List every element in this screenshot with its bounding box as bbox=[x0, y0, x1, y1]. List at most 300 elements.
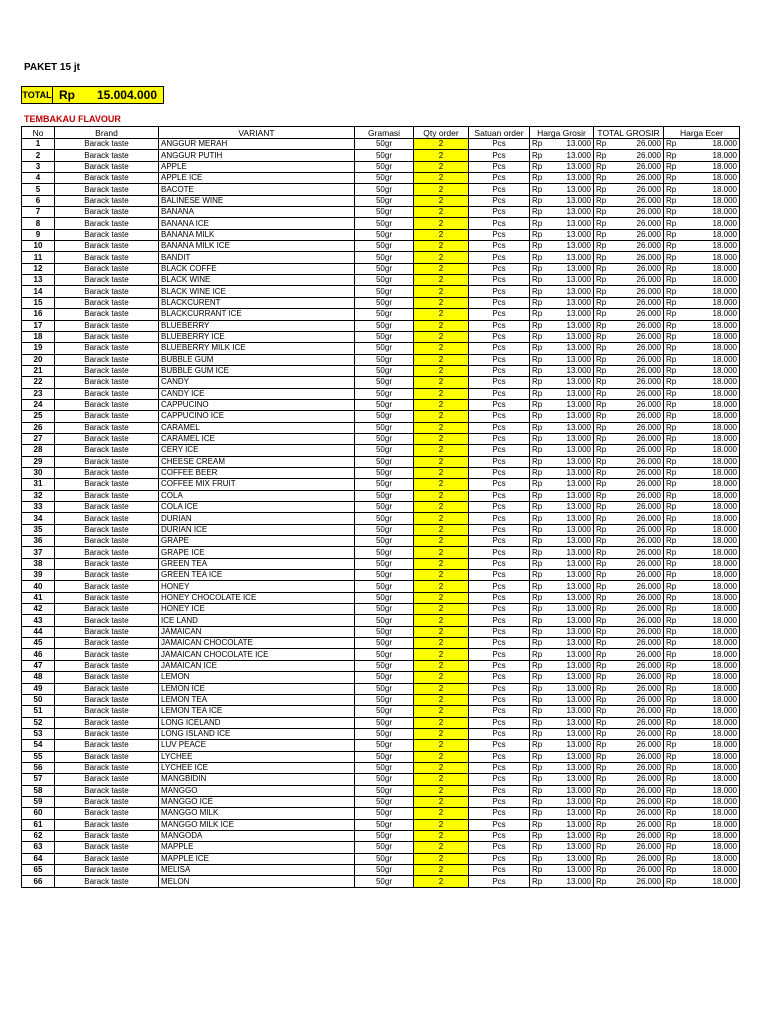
row-qty[interactable]: 2 bbox=[414, 150, 469, 161]
row-no: 24 bbox=[22, 399, 55, 410]
row-qty[interactable]: 2 bbox=[414, 502, 469, 513]
row-qty[interactable]: 2 bbox=[414, 513, 469, 524]
currency-symbol: Rp bbox=[596, 842, 607, 852]
currency-symbol: Rp bbox=[596, 366, 607, 376]
row-gramasi: 50gr bbox=[355, 660, 414, 671]
amount: 18.000 bbox=[712, 774, 737, 784]
row-satuan: Pcs bbox=[469, 275, 530, 286]
row-qty[interactable]: 2 bbox=[414, 218, 469, 229]
table-header bbox=[22, 127, 740, 139]
row-harga-grosir bbox=[530, 638, 594, 649]
currency-symbol: Rp bbox=[596, 332, 607, 342]
amount: 13.000 bbox=[566, 173, 591, 183]
currency-symbol: Rp bbox=[666, 570, 677, 580]
currency-symbol: Rp bbox=[666, 660, 677, 670]
row-qty[interactable]: 2 bbox=[414, 649, 469, 660]
row-total-grosir bbox=[594, 581, 664, 592]
table-row bbox=[22, 649, 740, 660]
amount: 18.000 bbox=[712, 150, 737, 160]
currency-symbol: Rp bbox=[596, 184, 607, 194]
table-row bbox=[22, 365, 740, 376]
row-variant: CARAMEL bbox=[159, 422, 355, 433]
row-gramasi: 50gr bbox=[355, 207, 414, 218]
row-qty[interactable]: 2 bbox=[414, 853, 469, 864]
currency-symbol: Rp bbox=[666, 695, 677, 705]
row-satuan: Pcs bbox=[469, 547, 530, 558]
row-gramasi: 50gr bbox=[355, 536, 414, 547]
row-brand: Barack taste bbox=[55, 241, 159, 252]
row-variant: MANGGO ICE bbox=[159, 796, 355, 807]
row-satuan: Pcs bbox=[469, 626, 530, 637]
row-harga-grosir bbox=[530, 207, 594, 218]
row-variant: ANGGUR MERAH bbox=[159, 139, 355, 150]
amount: 13.000 bbox=[566, 819, 591, 829]
row-total-grosir bbox=[594, 728, 664, 739]
row-satuan: Pcs bbox=[469, 207, 530, 218]
table-row bbox=[22, 762, 740, 773]
row-satuan: Pcs bbox=[469, 649, 530, 660]
row-gramasi: 50gr bbox=[355, 626, 414, 637]
row-harga-ecer bbox=[664, 411, 740, 422]
row-qty[interactable]: 2 bbox=[414, 706, 469, 717]
currency-symbol: Rp bbox=[596, 297, 607, 307]
row-harga-grosir bbox=[530, 592, 594, 603]
row-brand: Barack taste bbox=[55, 331, 159, 342]
row-gramasi: 50gr bbox=[355, 604, 414, 615]
row-total-grosir bbox=[594, 139, 664, 150]
currency-symbol: Rp bbox=[666, 184, 677, 194]
amount: 13.000 bbox=[566, 763, 591, 773]
row-qty[interactable]: 2 bbox=[414, 672, 469, 683]
amount: 18.000 bbox=[712, 263, 737, 273]
row-qty[interactable]: 2 bbox=[414, 785, 469, 796]
row-no: 38 bbox=[22, 558, 55, 569]
row-variant: ANGGUR PUTIH bbox=[159, 150, 355, 161]
row-variant: GREEN TEA ICE bbox=[159, 570, 355, 581]
currency-symbol: Rp bbox=[666, 445, 677, 455]
currency-symbol: Rp bbox=[596, 286, 607, 296]
amount: 18.000 bbox=[712, 853, 737, 863]
table-row bbox=[22, 547, 740, 558]
amount: 18.000 bbox=[712, 445, 737, 455]
currency-symbol: Rp bbox=[596, 626, 607, 636]
row-harga-ecer bbox=[664, 445, 740, 456]
amount: 26.000 bbox=[636, 513, 661, 523]
currency-symbol: Rp bbox=[532, 422, 543, 432]
row-no: 11 bbox=[22, 252, 55, 263]
row-variant: BUBBLE GUM ICE bbox=[159, 365, 355, 376]
row-harga-grosir bbox=[530, 581, 594, 592]
row-qty[interactable]: 2 bbox=[414, 229, 469, 240]
row-variant: BLACK WINE bbox=[159, 275, 355, 286]
row-variant: BLACK WINE ICE bbox=[159, 286, 355, 297]
currency-symbol: Rp bbox=[666, 774, 677, 784]
row-brand: Barack taste bbox=[55, 161, 159, 172]
amount: 26.000 bbox=[636, 536, 661, 546]
row-harga-ecer bbox=[664, 320, 740, 331]
currency-symbol: Rp bbox=[532, 842, 543, 852]
row-qty[interactable]: 2 bbox=[414, 343, 469, 354]
currency-symbol: Rp bbox=[666, 865, 677, 875]
amount: 18.000 bbox=[712, 320, 737, 330]
row-brand: Barack taste bbox=[55, 876, 159, 887]
row-variant: CANDY bbox=[159, 377, 355, 388]
amount: 18.000 bbox=[712, 252, 737, 262]
row-no: 34 bbox=[22, 513, 55, 524]
row-total-grosir bbox=[594, 354, 664, 365]
row-qty[interactable]: 2 bbox=[414, 297, 469, 308]
row-brand: Barack taste bbox=[55, 139, 159, 150]
row-total-grosir bbox=[594, 479, 664, 490]
currency-symbol: Rp bbox=[532, 865, 543, 875]
row-harga-ecer bbox=[664, 377, 740, 388]
row-harga-grosir bbox=[530, 853, 594, 864]
row-variant: BANANA ICE bbox=[159, 218, 355, 229]
total-label: TOTAL bbox=[22, 87, 53, 103]
amount: 13.000 bbox=[566, 479, 591, 489]
row-brand: Barack taste bbox=[55, 218, 159, 229]
currency-symbol: Rp bbox=[666, 434, 677, 444]
row-qty[interactable]: 2 bbox=[414, 331, 469, 342]
row-qty[interactable]: 2 bbox=[414, 173, 469, 184]
row-qty[interactable]: 2 bbox=[414, 263, 469, 274]
amount: 18.000 bbox=[712, 740, 737, 750]
table-row bbox=[22, 263, 740, 274]
amount: 13.000 bbox=[566, 139, 591, 149]
row-qty[interactable]: 2 bbox=[414, 399, 469, 410]
row-no: 64 bbox=[22, 853, 55, 864]
row-harga-grosir bbox=[530, 774, 594, 785]
row-qty[interactable]: 2 bbox=[414, 309, 469, 320]
row-brand: Barack taste bbox=[55, 445, 159, 456]
row-qty[interactable]: 2 bbox=[414, 581, 469, 592]
row-gramasi: 50gr bbox=[355, 354, 414, 365]
row-satuan: Pcs bbox=[469, 490, 530, 501]
row-qty[interactable]: 2 bbox=[414, 320, 469, 331]
row-qty[interactable]: 2 bbox=[414, 490, 469, 501]
row-satuan: Pcs bbox=[469, 173, 530, 184]
row-variant: BLUEBERRY ICE bbox=[159, 331, 355, 342]
row-qty[interactable]: 2 bbox=[414, 638, 469, 649]
amount: 18.000 bbox=[712, 808, 737, 818]
row-no: 57 bbox=[22, 774, 55, 785]
amount: 26.000 bbox=[636, 320, 661, 330]
row-qty[interactable]: 2 bbox=[414, 626, 469, 637]
row-qty[interactable]: 2 bbox=[414, 865, 469, 876]
row-satuan: Pcs bbox=[469, 808, 530, 819]
currency-symbol: Rp bbox=[596, 570, 607, 580]
row-gramasi: 50gr bbox=[355, 218, 414, 229]
row-variant: COLA bbox=[159, 490, 355, 501]
row-harga-ecer bbox=[664, 785, 740, 796]
row-qty[interactable]: 2 bbox=[414, 604, 469, 615]
row-satuan: Pcs bbox=[469, 830, 530, 841]
row-brand: Barack taste bbox=[55, 717, 159, 728]
row-qty[interactable]: 2 bbox=[414, 377, 469, 388]
row-harga-ecer bbox=[664, 218, 740, 229]
row-qty[interactable]: 2 bbox=[414, 796, 469, 807]
row-qty[interactable]: 2 bbox=[414, 388, 469, 399]
amount: 13.000 bbox=[566, 842, 591, 852]
row-qty[interactable]: 2 bbox=[414, 774, 469, 785]
row-brand: Barack taste bbox=[55, 513, 159, 524]
row-qty[interactable]: 2 bbox=[414, 547, 469, 558]
currency-symbol: Rp bbox=[596, 853, 607, 863]
row-total-grosir bbox=[594, 853, 664, 864]
table-row bbox=[22, 399, 740, 410]
amount: 13.000 bbox=[566, 218, 591, 228]
row-qty[interactable]: 2 bbox=[414, 195, 469, 206]
row-harga-ecer bbox=[664, 241, 740, 252]
row-harga-ecer bbox=[664, 161, 740, 172]
amount: 13.000 bbox=[566, 343, 591, 353]
currency-symbol: Rp bbox=[596, 150, 607, 160]
row-qty[interactable]: 2 bbox=[414, 842, 469, 853]
row-variant: LEMON bbox=[159, 672, 355, 683]
row-no: 16 bbox=[22, 309, 55, 320]
row-satuan: Pcs bbox=[469, 762, 530, 773]
row-gramasi: 50gr bbox=[355, 297, 414, 308]
row-gramasi: 50gr bbox=[355, 139, 414, 150]
row-qty[interactable]: 2 bbox=[414, 592, 469, 603]
currency-symbol: Rp bbox=[596, 479, 607, 489]
row-qty[interactable]: 2 bbox=[414, 161, 469, 172]
row-harga-ecer bbox=[664, 672, 740, 683]
row-brand: Barack taste bbox=[55, 297, 159, 308]
table-row bbox=[22, 830, 740, 841]
row-qty[interactable]: 2 bbox=[414, 184, 469, 195]
row-brand: Barack taste bbox=[55, 762, 159, 773]
row-gramasi: 50gr bbox=[355, 490, 414, 501]
row-qty[interactable]: 2 bbox=[414, 819, 469, 830]
row-qty[interactable]: 2 bbox=[414, 456, 469, 467]
amount: 13.000 bbox=[566, 853, 591, 863]
row-total-grosir bbox=[594, 377, 664, 388]
table-row bbox=[22, 150, 740, 161]
row-qty[interactable]: 2 bbox=[414, 139, 469, 150]
currency-symbol: Rp bbox=[532, 366, 543, 376]
row-qty[interactable]: 2 bbox=[414, 876, 469, 887]
amount: 26.000 bbox=[636, 173, 661, 183]
amount: 18.000 bbox=[712, 502, 737, 512]
currency-symbol: Rp bbox=[596, 536, 607, 546]
row-gramasi: 50gr bbox=[355, 286, 414, 297]
table-row bbox=[22, 740, 740, 751]
amount: 18.000 bbox=[712, 876, 737, 886]
amount: 26.000 bbox=[636, 626, 661, 636]
row-gramasi: 50gr bbox=[355, 456, 414, 467]
amount: 13.000 bbox=[566, 524, 591, 534]
currency-symbol: Rp bbox=[666, 366, 677, 376]
currency-symbol: Rp bbox=[666, 763, 677, 773]
amount: 18.000 bbox=[712, 218, 737, 228]
row-total-grosir bbox=[594, 422, 664, 433]
row-qty[interactable]: 2 bbox=[414, 694, 469, 705]
amount: 26.000 bbox=[636, 445, 661, 455]
row-qty[interactable]: 2 bbox=[414, 467, 469, 478]
row-satuan: Pcs bbox=[469, 229, 530, 240]
row-brand: Barack taste bbox=[55, 570, 159, 581]
amount: 18.000 bbox=[712, 797, 737, 807]
amount: 26.000 bbox=[636, 615, 661, 625]
amount: 13.000 bbox=[566, 695, 591, 705]
row-gramasi: 50gr bbox=[355, 422, 414, 433]
row-harga-grosir bbox=[530, 275, 594, 286]
row-harga-ecer bbox=[664, 433, 740, 444]
row-no: 14 bbox=[22, 286, 55, 297]
row-qty[interactable]: 2 bbox=[414, 479, 469, 490]
currency-symbol: Rp bbox=[532, 320, 543, 330]
row-harga-grosir bbox=[530, 626, 594, 637]
table-row bbox=[22, 853, 740, 864]
row-total-grosir bbox=[594, 524, 664, 535]
row-satuan: Pcs bbox=[469, 331, 530, 342]
row-harga-grosir bbox=[530, 830, 594, 841]
amount: 26.000 bbox=[636, 672, 661, 682]
row-harga-grosir bbox=[530, 683, 594, 694]
row-qty[interactable]: 2 bbox=[414, 740, 469, 751]
amount: 18.000 bbox=[712, 717, 737, 727]
currency-symbol: Rp bbox=[596, 672, 607, 682]
row-qty[interactable]: 2 bbox=[414, 354, 469, 365]
currency-symbol: Rp bbox=[532, 309, 543, 319]
amount: 18.000 bbox=[712, 763, 737, 773]
currency-symbol: Rp bbox=[666, 275, 677, 285]
amount: 26.000 bbox=[636, 411, 661, 421]
row-variant: MANGGO MILK ICE bbox=[159, 819, 355, 830]
currency-symbol: Rp bbox=[532, 263, 543, 273]
col-harga-grosir: Harga Grosir bbox=[530, 127, 594, 139]
row-no: 10 bbox=[22, 241, 55, 252]
row-total-grosir bbox=[594, 456, 664, 467]
row-gramasi: 50gr bbox=[355, 842, 414, 853]
row-qty[interactable]: 2 bbox=[414, 365, 469, 376]
amount: 13.000 bbox=[566, 774, 591, 784]
row-no: 65 bbox=[22, 865, 55, 876]
amount: 13.000 bbox=[566, 638, 591, 648]
row-qty[interactable]: 2 bbox=[414, 275, 469, 286]
row-qty[interactable]: 2 bbox=[414, 252, 469, 263]
row-gramasi: 50gr bbox=[355, 694, 414, 705]
row-variant: MANGODA bbox=[159, 830, 355, 841]
row-no: 8 bbox=[22, 218, 55, 229]
amount: 18.000 bbox=[712, 377, 737, 387]
amount: 26.000 bbox=[636, 729, 661, 739]
row-qty[interactable]: 2 bbox=[414, 615, 469, 626]
row-qty[interactable]: 2 bbox=[414, 445, 469, 456]
row-harga-grosir bbox=[530, 252, 594, 263]
row-harga-ecer bbox=[664, 275, 740, 286]
currency-symbol: Rp bbox=[532, 547, 543, 557]
row-harga-ecer bbox=[664, 399, 740, 410]
row-brand: Barack taste bbox=[55, 740, 159, 751]
row-qty[interactable]: 2 bbox=[414, 536, 469, 547]
row-qty[interactable]: 2 bbox=[414, 411, 469, 422]
row-qty[interactable]: 2 bbox=[414, 207, 469, 218]
row-qty[interactable]: 2 bbox=[414, 660, 469, 671]
amount: 13.000 bbox=[566, 422, 591, 432]
table-row bbox=[22, 433, 740, 444]
table-row bbox=[22, 694, 740, 705]
row-total-grosir bbox=[594, 275, 664, 286]
section-title: TEMBAKAU FLAVOUR bbox=[24, 114, 121, 124]
row-satuan: Pcs bbox=[469, 740, 530, 751]
row-brand: Barack taste bbox=[55, 649, 159, 660]
row-qty[interactable]: 2 bbox=[414, 717, 469, 728]
amount: 13.000 bbox=[566, 740, 591, 750]
row-satuan: Pcs bbox=[469, 660, 530, 671]
amount: 18.000 bbox=[712, 434, 737, 444]
row-variant: DURIAN ICE bbox=[159, 524, 355, 535]
amount: 18.000 bbox=[712, 354, 737, 364]
amount: 26.000 bbox=[636, 252, 661, 262]
row-gramasi: 50gr bbox=[355, 513, 414, 524]
row-qty[interactable]: 2 bbox=[414, 751, 469, 762]
amount: 18.000 bbox=[712, 842, 737, 852]
row-qty[interactable]: 2 bbox=[414, 683, 469, 694]
row-variant: COLA ICE bbox=[159, 502, 355, 513]
row-harga-ecer bbox=[664, 830, 740, 841]
row-qty[interactable]: 2 bbox=[414, 422, 469, 433]
row-satuan: Pcs bbox=[469, 558, 530, 569]
row-qty[interactable]: 2 bbox=[414, 433, 469, 444]
row-no: 17 bbox=[22, 320, 55, 331]
row-brand: Barack taste bbox=[55, 184, 159, 195]
amount: 18.000 bbox=[712, 785, 737, 795]
row-qty[interactable]: 2 bbox=[414, 762, 469, 773]
row-total-grosir bbox=[594, 842, 664, 853]
amount: 13.000 bbox=[566, 184, 591, 194]
row-harga-ecer bbox=[664, 513, 740, 524]
row-total-grosir bbox=[594, 286, 664, 297]
row-satuan: Pcs bbox=[469, 842, 530, 853]
row-harga-ecer bbox=[664, 876, 740, 887]
row-harga-ecer bbox=[664, 139, 740, 150]
amount: 13.000 bbox=[566, 649, 591, 659]
row-gramasi: 50gr bbox=[355, 819, 414, 830]
row-qty[interactable]: 2 bbox=[414, 286, 469, 297]
row-qty[interactable]: 2 bbox=[414, 830, 469, 841]
row-qty[interactable]: 2 bbox=[414, 558, 469, 569]
row-total-grosir bbox=[594, 218, 664, 229]
amount: 13.000 bbox=[566, 592, 591, 602]
row-harga-ecer bbox=[664, 796, 740, 807]
table-row bbox=[22, 717, 740, 728]
currency-symbol: Rp bbox=[666, 592, 677, 602]
row-qty[interactable]: 2 bbox=[414, 808, 469, 819]
amount: 26.000 bbox=[636, 377, 661, 387]
row-qty[interactable]: 2 bbox=[414, 241, 469, 252]
currency-symbol: Rp bbox=[666, 411, 677, 421]
row-harga-ecer bbox=[664, 173, 740, 184]
row-qty[interactable]: 2 bbox=[414, 570, 469, 581]
amount: 13.000 bbox=[566, 207, 591, 217]
row-gramasi: 50gr bbox=[355, 853, 414, 864]
row-total-grosir bbox=[594, 819, 664, 830]
amount: 26.000 bbox=[636, 876, 661, 886]
table-row bbox=[22, 320, 740, 331]
row-variant: LYCHEE bbox=[159, 751, 355, 762]
row-gramasi: 50gr bbox=[355, 796, 414, 807]
currency-symbol: Rp bbox=[666, 218, 677, 228]
row-gramasi: 50gr bbox=[355, 331, 414, 342]
row-qty[interactable]: 2 bbox=[414, 728, 469, 739]
amount: 13.000 bbox=[566, 286, 591, 296]
currency-symbol: Rp bbox=[532, 604, 543, 614]
row-variant: LONG ICELAND bbox=[159, 717, 355, 728]
row-qty[interactable]: 2 bbox=[414, 524, 469, 535]
row-harga-ecer bbox=[664, 581, 740, 592]
